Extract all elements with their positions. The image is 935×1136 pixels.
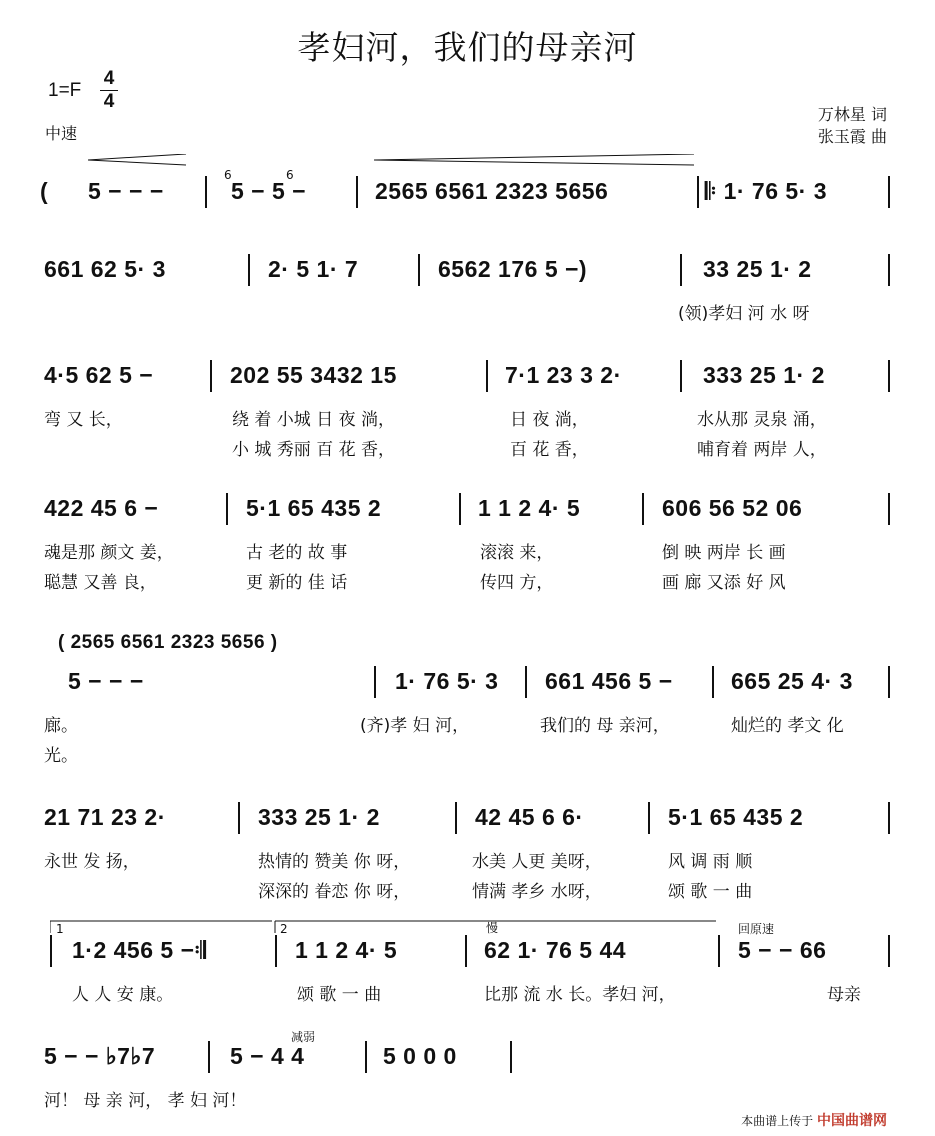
bar-line bbox=[465, 935, 467, 967]
lyric-text: 热情的 赞美 你 呀， bbox=[258, 852, 411, 872]
bar-line bbox=[888, 254, 890, 286]
note-group: 5 − − 66 bbox=[738, 937, 827, 963]
note-group: 333 25 1· 2 bbox=[258, 804, 380, 830]
lyric-text: 颂 歌 一 曲 bbox=[668, 882, 753, 902]
bar-line bbox=[418, 254, 420, 286]
lyric-text: (齐)孝 妇 河， bbox=[360, 716, 470, 736]
bar-line bbox=[275, 935, 277, 967]
lyric-text: 百 花 香， bbox=[510, 440, 589, 460]
lyric-text: 倒 映 两岸 长 画 bbox=[662, 543, 786, 563]
footer-credit bbox=[741, 1110, 887, 1130]
time-signature bbox=[100, 69, 118, 112]
bar-line bbox=[642, 493, 644, 525]
note-group: 33 25 1· 2 bbox=[703, 256, 812, 282]
lyric-text: 我们的 母 亲河， bbox=[540, 716, 670, 736]
lyric-text: (领)孝妇 河 水 呀 bbox=[678, 304, 810, 324]
bar-line bbox=[888, 176, 890, 208]
time-sig-bottom: 4 bbox=[103, 91, 115, 112]
note-group: 5·1 65 435 2 bbox=[246, 495, 382, 521]
bar-line bbox=[486, 360, 488, 392]
note-group: ( bbox=[40, 178, 49, 204]
volta-2-label: 2 bbox=[280, 922, 288, 936]
lyric-text: 绕 着 小城 日 夜 淌， bbox=[232, 410, 396, 430]
crescendo-hairpin bbox=[88, 154, 188, 166]
upper-voice: ( 2565 6561 2323 5656 ) bbox=[58, 632, 278, 653]
bar-line bbox=[888, 493, 890, 525]
note-group: 1 1 2 4· 5 bbox=[295, 937, 398, 963]
lyric-text: 河！ 母 亲 河， 孝 妇 河！ bbox=[44, 1091, 247, 1111]
note-group: 5 0 0 0 bbox=[383, 1043, 457, 1069]
note-group: 𝄆 1· 76 5· 3 bbox=[705, 178, 828, 204]
lyric-text: 人 人 安 康。 bbox=[72, 985, 174, 1005]
lyric-text: 日 夜 淌， bbox=[510, 410, 589, 430]
a-tempo-marking: 回原速 bbox=[738, 922, 775, 936]
key-signature: 1=F bbox=[48, 80, 82, 101]
bar-line bbox=[712, 666, 714, 698]
bar-line bbox=[248, 254, 250, 286]
note-group: 202 55 3432 15 bbox=[230, 362, 397, 388]
note-group: 21 71 23 2· bbox=[44, 804, 166, 830]
note-group: 5·1 65 435 2 bbox=[668, 804, 804, 830]
crescendo-hairpin bbox=[374, 154, 696, 166]
bar-line bbox=[888, 666, 890, 698]
lyric-text: 古 老的 故 事 bbox=[246, 543, 348, 563]
lyric-text: 小 城 秀丽 百 花 香， bbox=[232, 440, 396, 460]
lyric-text: 比那 流 水 长。孝妇 河， bbox=[484, 985, 676, 1005]
bar-line bbox=[50, 935, 52, 967]
lyric-text: 深深的 眷恋 你 呀， bbox=[258, 882, 411, 902]
lyric-text: 画 廊 又添 好 风 bbox=[662, 573, 786, 593]
volta-brackets bbox=[50, 920, 720, 934]
bar-line bbox=[374, 666, 376, 698]
lyric-text: 哺育着 两岸 人， bbox=[697, 440, 827, 460]
bar-line bbox=[205, 176, 207, 208]
lyric-text: 母亲 bbox=[827, 985, 861, 1005]
note-group: 1 1 2 4· 5 bbox=[478, 495, 581, 521]
lyric-text: 情满 孝乡 水呀， bbox=[472, 882, 602, 902]
slow-marking: 慢 bbox=[486, 921, 499, 935]
lyric-text: 水美 人更 美呀， bbox=[472, 852, 602, 872]
tempo-marking: 中速 bbox=[45, 124, 78, 143]
page-title: 孝妇河，我们的母亲河 bbox=[297, 28, 638, 67]
note-group: 2· 5 1· 7 bbox=[268, 256, 359, 282]
note-group: 62 1· 76 5 44 bbox=[484, 937, 627, 963]
bar-line bbox=[365, 1041, 367, 1073]
lyric-text: 弯 又 长， bbox=[44, 410, 123, 430]
time-sig-top: 4 bbox=[103, 68, 115, 89]
lyricist-credit: 万林星 词 bbox=[817, 105, 887, 124]
bar-line bbox=[510, 1041, 512, 1073]
lyric-text: 灿烂的 孝文 化 bbox=[731, 716, 844, 736]
bar-line bbox=[888, 802, 890, 834]
note-group: 1· 76 5· 3 bbox=[395, 668, 499, 694]
lyric-text: 风 调 雨 顺 bbox=[668, 852, 753, 872]
bar-line bbox=[680, 254, 682, 286]
note-group: 4·5 62 5 − bbox=[44, 362, 154, 388]
volta-1-label: 1 bbox=[56, 922, 64, 936]
bar-line bbox=[697, 176, 699, 208]
bar-line bbox=[356, 176, 358, 208]
bar-line bbox=[888, 360, 890, 392]
lyric-text: 廊。 bbox=[44, 716, 78, 736]
lyric-text: 滚滚 来， bbox=[480, 543, 554, 563]
note-group: 333 25 1· 2 bbox=[703, 362, 825, 388]
bar-line bbox=[459, 493, 461, 525]
bar-line bbox=[718, 935, 720, 967]
footer-brand[interactable]: 中国曲谱网 bbox=[817, 1113, 887, 1129]
note-group: 661 456 5 − bbox=[545, 668, 673, 694]
note-group: 7·1 23 3 2· bbox=[505, 362, 622, 388]
bar-line bbox=[888, 935, 890, 967]
lyric-text: 光。 bbox=[44, 746, 78, 766]
note-group: 606 56 52 06 bbox=[662, 495, 803, 521]
lyric-text: 魂是那 颜文 姜， bbox=[44, 543, 174, 563]
grace-note: 6 bbox=[286, 168, 294, 182]
lyric-text: 传四 方， bbox=[480, 573, 554, 593]
note-group: 422 45 6 − bbox=[44, 495, 159, 521]
note-group: 2565 6561 2323 5656 bbox=[375, 178, 609, 204]
note-group: 661 62 5· 3 bbox=[44, 256, 166, 282]
note-group: 5 − − − bbox=[88, 178, 164, 204]
lyric-text: 更 新的 佳 话 bbox=[246, 573, 348, 593]
note-group: 5 − 5 − bbox=[231, 178, 307, 204]
bar-line bbox=[238, 802, 240, 834]
bar-line bbox=[210, 360, 212, 392]
note-group: 5 − − − bbox=[68, 668, 144, 694]
lyric-text: 颂 歌 一 曲 bbox=[297, 985, 382, 1005]
bar-line bbox=[648, 802, 650, 834]
note-group: 42 45 6 6· bbox=[475, 804, 584, 830]
note-group: 6562 176 5 −) bbox=[438, 256, 588, 282]
grace-note: 6 bbox=[224, 168, 232, 182]
bar-line bbox=[208, 1041, 210, 1073]
bar-line bbox=[226, 493, 228, 525]
bar-line bbox=[455, 802, 457, 834]
lyric-text: 水从那 灵泉 涌， bbox=[697, 410, 827, 430]
composer-credit: 张玉霞 曲 bbox=[817, 127, 887, 146]
bar-line bbox=[680, 360, 682, 392]
bar-line bbox=[525, 666, 527, 698]
footer-prefix: 本曲谱上传于 bbox=[741, 1114, 814, 1128]
diminuendo-marking: 减弱 bbox=[291, 1030, 316, 1044]
note-group: 5 − − ♭7♭7 bbox=[44, 1043, 156, 1069]
lyric-text: 聪慧 又善 良， bbox=[44, 573, 157, 593]
note-group: 665 25 4· 3 bbox=[731, 668, 853, 694]
note-group: 5 − 4 4 bbox=[230, 1043, 305, 1069]
lyric-text: 永世 发 扬， bbox=[44, 852, 140, 872]
note-group: 1·2 456 5 −𝄇 bbox=[72, 937, 207, 963]
